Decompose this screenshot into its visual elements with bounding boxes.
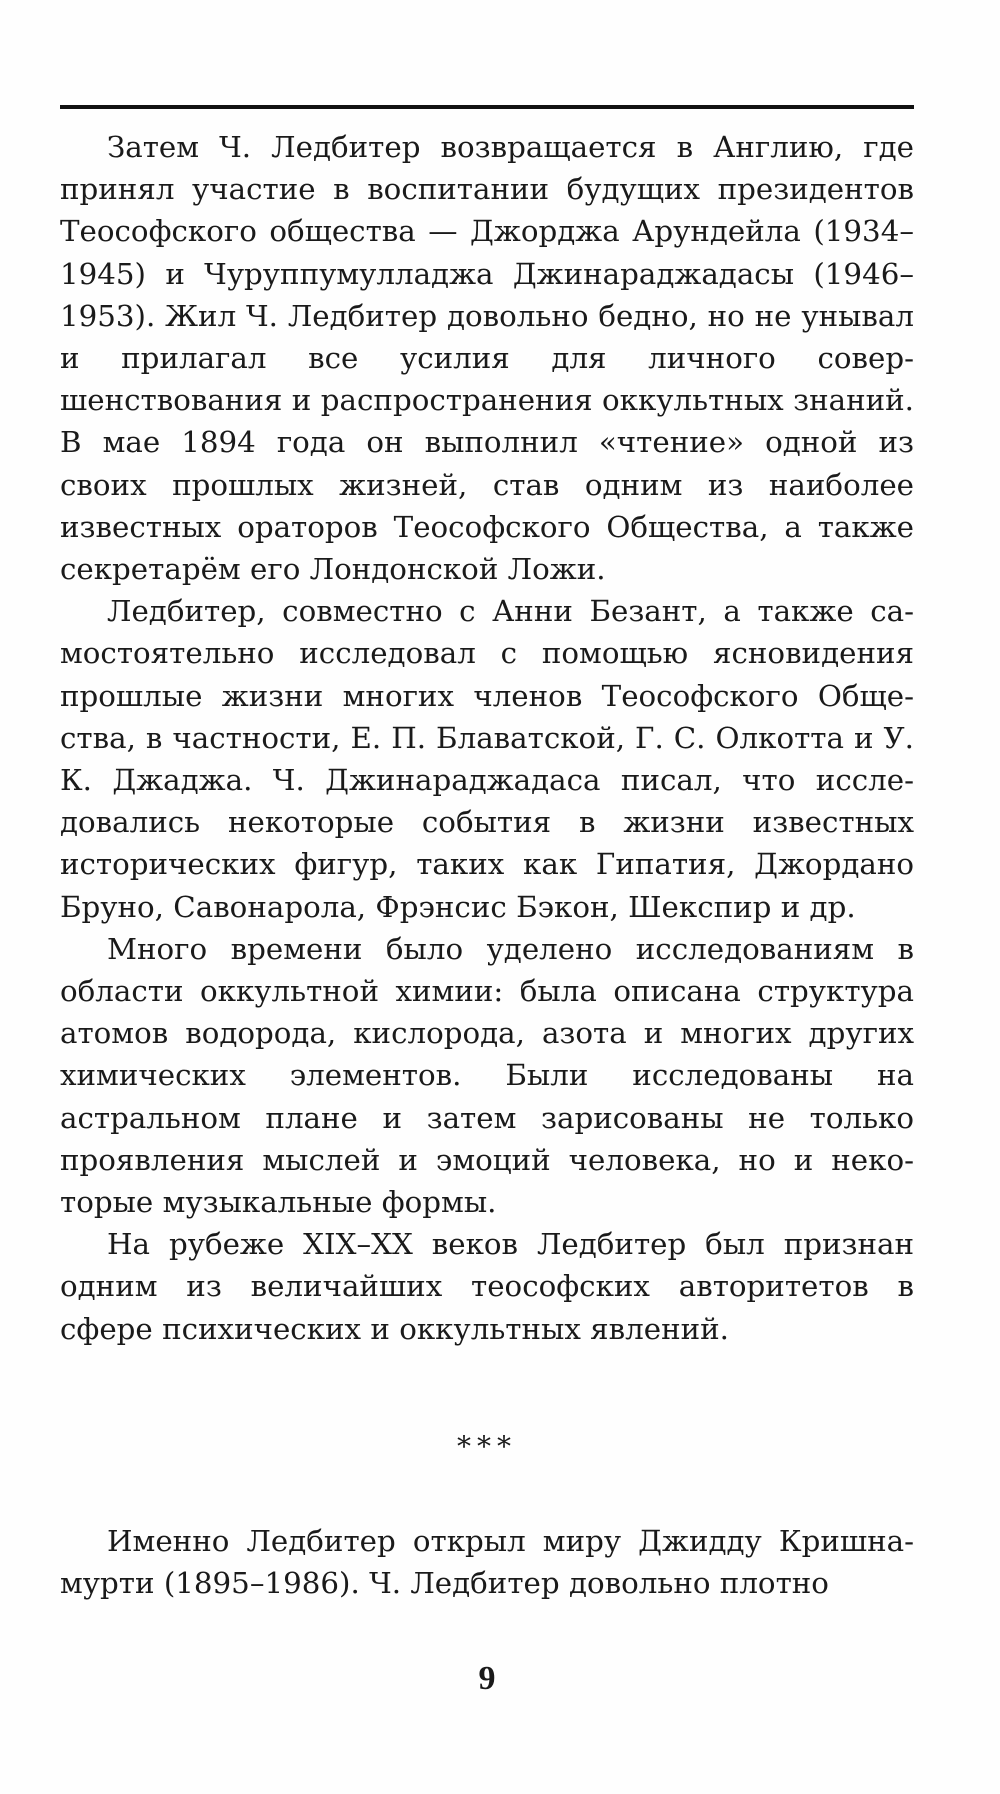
paragraph: Именно Ледбитер открыл миру Джидду Кришнамурти (1895–1986). Ч. Ледбитер довольно плотно <box>60 1524 914 1601</box>
section-separator: *** <box>457 1430 517 1463</box>
paragraph: Много времени было уделено исследованиям в области оккультной химии: была описана структура атомов водорода, кислорода, азота и многих других химических элементов. Были исследованы на астральном плане и затем зарисованы не только проявления мыслей и эмоций человека, но и некоторые музыкальные формы. <box>60 931 914 1220</box>
continuation-text <box>60 1520 914 1604</box>
paragraph: Затем Ч. Ледбитер возвращается в Англию, где принял участие в воспитании будущих президентов Теософского общества — Джорджа Арундейла (1934–1945) и Чуруппумулладжа Джинараджадасы (1946–1953). Жил Ч. Ледбитер довольно бедно, но не унывал и прилагал все усилия для личного совершенствования и распространения оккультных знаний. В мае 1894 года он выполнил «чтение» одной из своих прошлых жизней, став одним из наиболее известных ораторов Теософского Общества, а также секретарём его Лондонской Ложи. <box>60 130 914 587</box>
header-rule <box>60 105 914 109</box>
page-number: 9 <box>478 1660 496 1697</box>
main-text <box>60 126 914 1350</box>
paragraph: Ледбитер, совместно с Анни Безант, а также самостоятельно исследовал с помощью ясновидения прошлые жизни многих членов Теософского Общества, в частности, Е. П. Блаватской, Г. С. Олкотта и У. К. Джаджа. Ч. Джинараджадаса писал, что исследовались некоторые события в жизни известных исторических фигур, таких как Гипатия, Джордано Бруно, Савонарола, Фрэнсис Бэкон, Шекспир и др. <box>60 594 914 924</box>
paragraph: На рубеже XIX–XX веков Ледбитер был признан одним из величайших теософских авторитетов в сфере психических и оккультных явлений. <box>60 1227 914 1346</box>
